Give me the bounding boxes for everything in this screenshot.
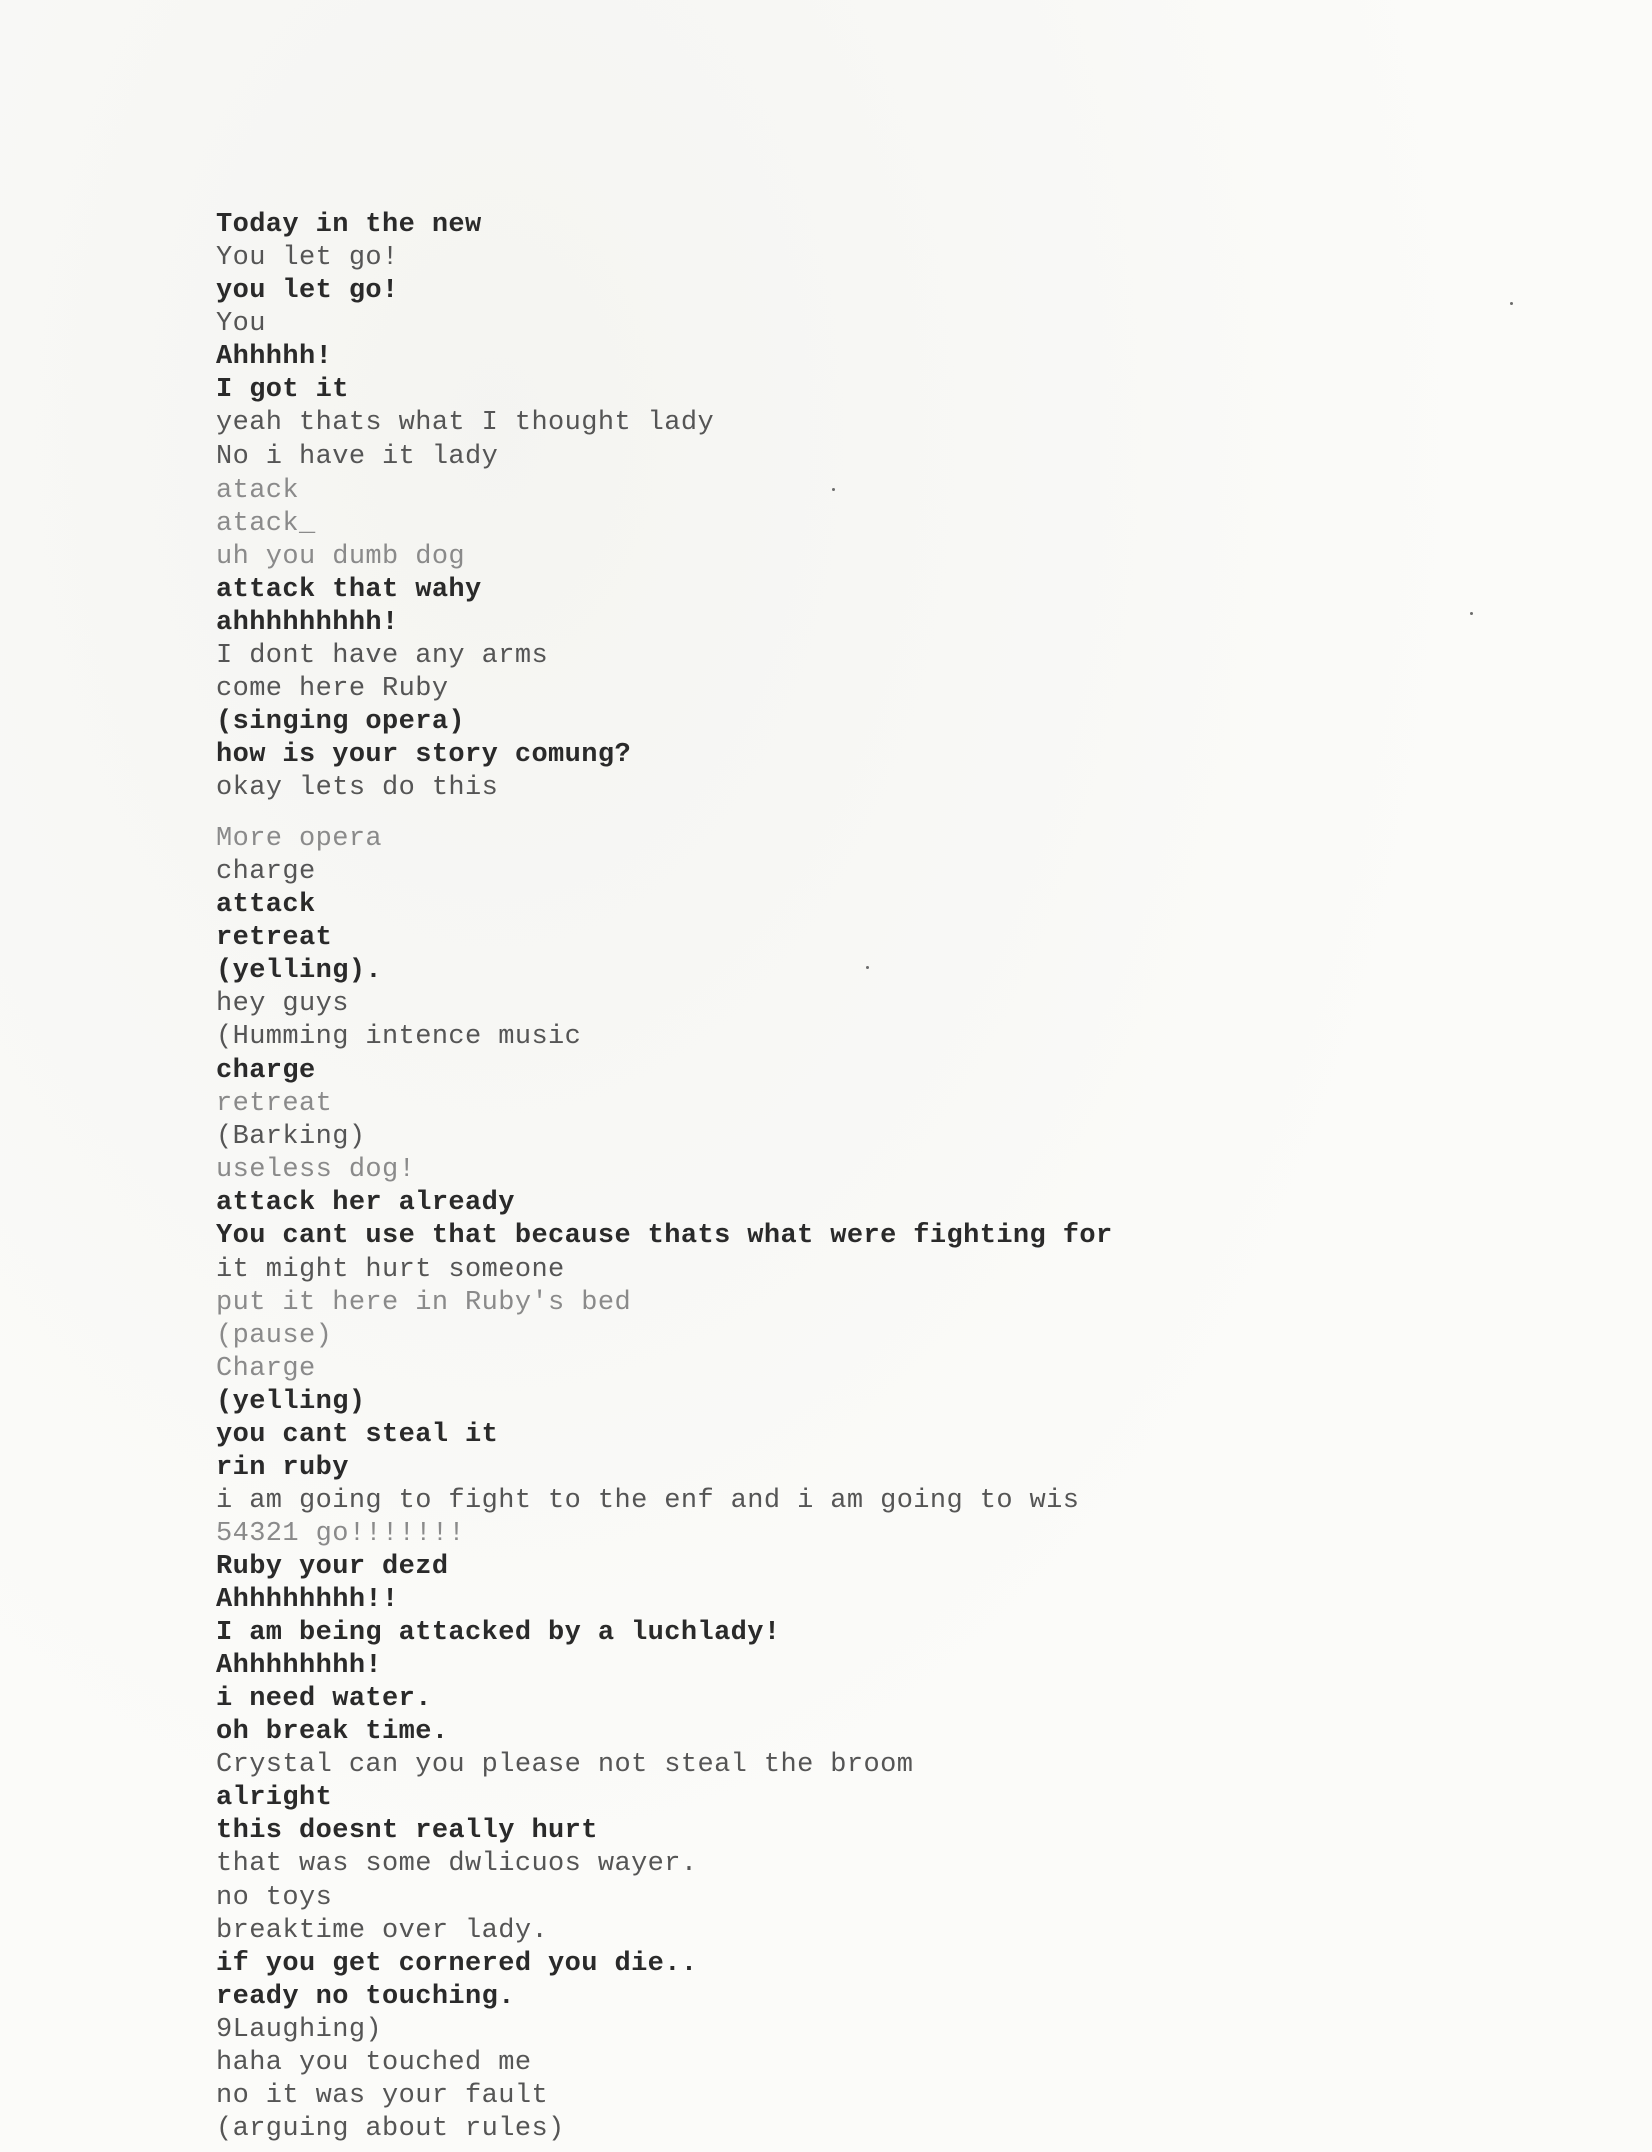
text-line: i need water. [216, 1684, 432, 1714]
text-line: I am being attacked by a luchlady! [216, 1618, 781, 1648]
text-line: ahhhhhhhhh! [216, 608, 399, 638]
text-line: if you get cornered you die.. [216, 1949, 698, 1979]
text-line: (yelling). [216, 956, 383, 986]
text-line: I dont have any arms [216, 641, 549, 671]
ink-speck [832, 488, 835, 491]
text-line: (Humming intence music [216, 1022, 582, 1052]
text-line: no toys [216, 1883, 333, 1913]
ink-speck [1510, 302, 1513, 305]
text-line: charge [216, 857, 316, 887]
text-line: You let go! [216, 243, 399, 273]
text-line: Ruby your dezd [216, 1552, 449, 1582]
ink-speck [866, 966, 869, 969]
text-line: 54321 go!!!!!!! [216, 1519, 466, 1549]
text-line: useless dog! [216, 1155, 416, 1185]
text-line: No i have it lady [216, 442, 499, 472]
text-line: Today in the new [216, 210, 482, 240]
text-line: come here Ruby [216, 674, 449, 704]
text-line: You cant use that because thats what were fighting for [216, 1221, 1113, 1251]
text-line: I got it [216, 375, 349, 405]
text-line: attack [216, 890, 316, 920]
text-line: i am going to fight to the enf and i am going to wis [216, 1486, 1080, 1516]
text-line: hey guys [216, 989, 349, 1019]
text-line: how is your story comung? [216, 740, 632, 770]
text-line: rin ruby [216, 1453, 349, 1483]
text-line: put it here in Ruby's bed [216, 1288, 632, 1318]
text-line: retreat [216, 923, 333, 953]
text-line: atack [216, 476, 300, 506]
text-line: You [216, 309, 266, 339]
text-line: charge [216, 1056, 316, 1086]
text-line: no it was your fault [216, 2081, 549, 2111]
text-line: More opera [216, 824, 383, 854]
text-line: ready no touching. [216, 1982, 515, 2012]
text-line: oh break time. [216, 1717, 449, 1747]
text-line: uh you dumb dog [216, 542, 466, 572]
text-line: (yelling) [216, 1387, 366, 1417]
text-line: it might hurt someone [216, 1255, 565, 1285]
text-line: (pause) [216, 1321, 333, 1351]
text-line: Ahhhhhhhh! [216, 1651, 383, 1681]
text-line: atack_ [216, 509, 316, 539]
text-line: you cant steal it [216, 1420, 499, 1450]
text-line: Ahhhhhhhh!! [216, 1585, 399, 1615]
text-line: you let go! [216, 276, 399, 306]
text-line: Charge [216, 1354, 316, 1384]
text-line: (Barking) [216, 1122, 366, 1152]
text-line: okay lets do this [216, 773, 499, 803]
text-line: alright [216, 1783, 333, 1813]
text-line: Ahhhhh! [216, 342, 333, 372]
text-line: this doesnt really hurt [216, 1816, 598, 1846]
ink-speck [1470, 612, 1473, 615]
text-line: yeah thats what I thought lady [216, 408, 715, 438]
text-line: (arguing about rules) [216, 2114, 565, 2144]
text-line: haha you touched me [216, 2048, 532, 2078]
text-line: 9Laughing) [216, 2015, 383, 2045]
text-line: attack that wahy [216, 575, 482, 605]
text-line: (singing opera) [216, 707, 466, 737]
text-line: Crystal can you please not steal the broom [216, 1750, 914, 1780]
text-line: that was some dwlicuos wayer. [216, 1849, 698, 1879]
text-line: attack her already [216, 1188, 515, 1218]
text-line: breaktime over lady. [216, 1916, 549, 1946]
text-line: retreat [216, 1089, 333, 1119]
